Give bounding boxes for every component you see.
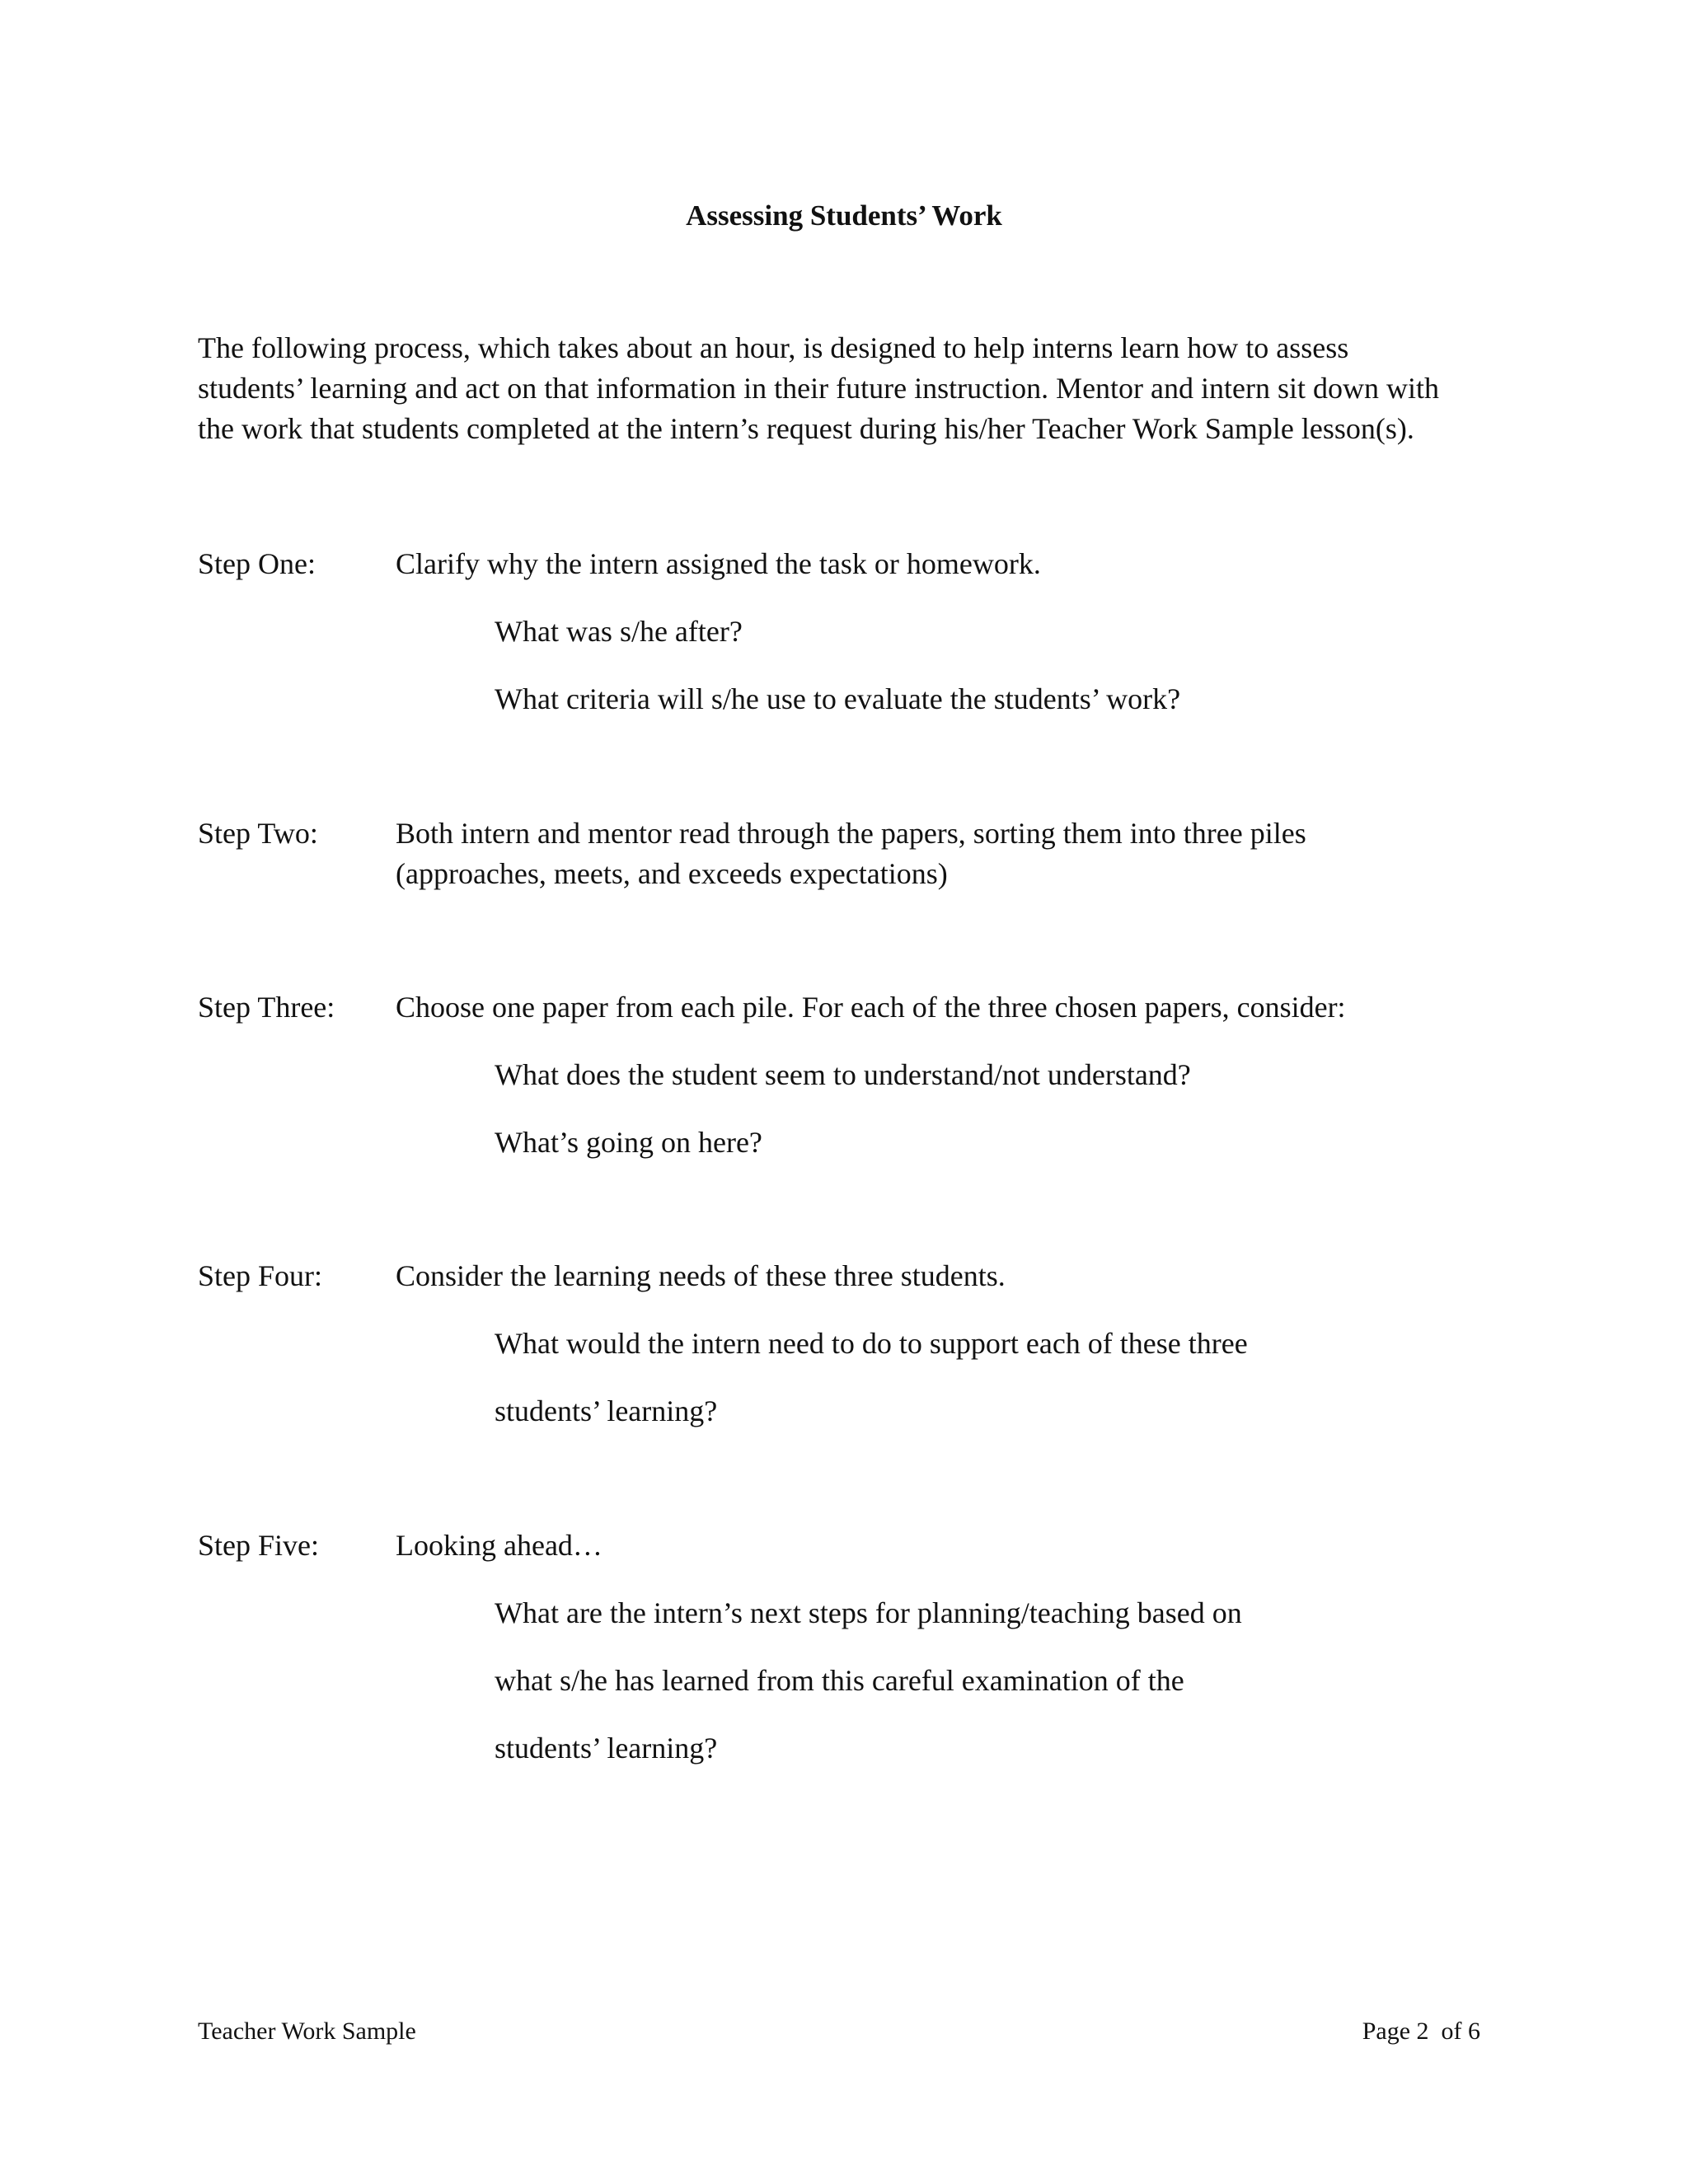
page-title: Assessing Students’ Work [686, 199, 1002, 232]
step-one-question: What criteria will s/he use to evaluate the students’ work? [495, 682, 1181, 715]
step-one-text: Clarify why the intern assigned the task or homework. [396, 547, 1041, 580]
step-one-question: What was s/he after? [495, 615, 743, 648]
step-five-question: students’ learning? [495, 1732, 718, 1765]
step-four-text: Consider the learning needs of these three students. [396, 1259, 1006, 1292]
step-one-label: Step One: [198, 547, 316, 580]
step-three-question: What does the student seem to understand/not understand? [495, 1058, 1191, 1091]
step-two-text: Both intern and mentor read through the papers, sorting them into three piles [396, 817, 1306, 850]
intro-line: the work that students completed at the intern’s request during his/her Teacher Work Sample lesson(s). [198, 412, 1414, 445]
step-four-label: Step Four: [198, 1259, 323, 1292]
step-four-question: students’ learning? [495, 1394, 718, 1427]
step-two-label: Step Two: [198, 817, 318, 850]
step-two-text: (approaches, meets, and exceeds expectations) [396, 857, 948, 890]
intro-paragraph [198, 328, 1500, 449]
step-three-text: Choose one paper from each pile. For each of the three chosen papers, consider: [396, 991, 1346, 1024]
step-four-question: What would the intern need to do to support each of these three [495, 1327, 1248, 1360]
step-five-text: Looking ahead… [396, 1529, 603, 1562]
step-five-label: Step Five: [198, 1529, 320, 1562]
intro-line: students’ learning and act on that information in their future instruction. Mentor and intern sit down with [198, 372, 1440, 405]
step-three-label: Step Three: [198, 991, 335, 1024]
footer-page-number: Page 2 of 6 [1362, 2018, 1480, 2045]
intro-line: The following process, which takes about an hour, is designed to help interns learn how to assess [198, 331, 1349, 364]
footer-document-name: Teacher Work Sample [198, 2018, 416, 2045]
step-five-question: What are the intern’s next steps for planning/teaching based on [495, 1596, 1242, 1629]
step-three-question: What’s going on here? [495, 1126, 762, 1159]
step-five-question: what s/he has learned from this careful examination of the [495, 1664, 1184, 1697]
